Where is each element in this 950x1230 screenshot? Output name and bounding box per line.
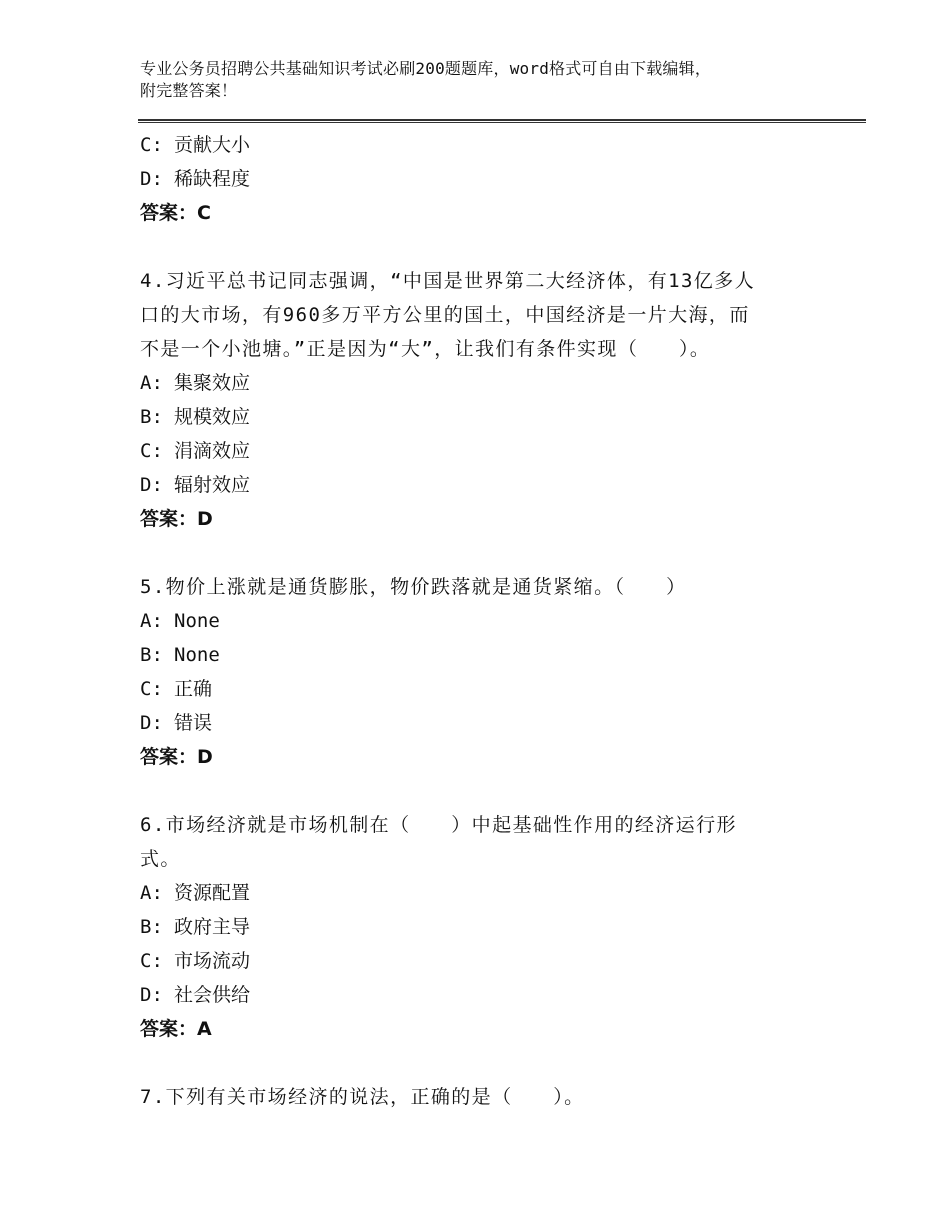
question-6 [140, 808, 820, 1046]
answer-line: 答案：D [140, 508, 213, 530]
spacer [140, 536, 820, 570]
option-text: 贡献大小 [174, 134, 251, 156]
header-title-line-1: 专业公务员招聘公共基础知识考试必刷200题题库，word格式可自由下载编辑， [140, 59, 712, 78]
question-stem-line: 5.物价上涨就是通货膨胀，物价跌落就是通货紧缩。（ ） [140, 576, 687, 598]
question-stem-line: 4.习近平总书记同志强调，“中国是世界第二大经济体，有13亿多人 [140, 270, 755, 292]
option-label: A: [140, 610, 163, 632]
option-text: 辐射效应 [174, 474, 251, 496]
option-text: 资源配置 [174, 882, 251, 904]
question-stem-line: 不是一个小池塘。”正是因为“大”，让我们有条件实现（ ）。 [140, 338, 711, 360]
option-a [140, 366, 820, 400]
option-text: 集聚效应 [174, 372, 251, 394]
question-content [140, 128, 820, 1114]
option-c [140, 944, 820, 978]
option-text: 正确 [174, 678, 213, 700]
option-d [140, 468, 820, 502]
question-5 [140, 570, 820, 774]
option-text: 市场流动 [174, 950, 251, 972]
option-b [140, 638, 820, 672]
option-text: 涓滴效应 [174, 440, 251, 462]
option-label: D: [140, 984, 163, 1006]
option-text: None [174, 610, 220, 632]
question-stem-line: 式。 [140, 848, 181, 870]
option-d [140, 162, 820, 196]
option-c [140, 672, 820, 706]
option-b [140, 910, 820, 944]
header-title-line-2: 附完整答案！ [140, 81, 238, 100]
option-label: B: [140, 406, 163, 428]
option-label: B: [140, 644, 163, 666]
option-text: 稀缺程度 [174, 168, 251, 190]
option-label: D: [140, 712, 163, 734]
question-stem-line: 6.市场经济就是市场机制在（ ）中起基础性作用的经济运行形 [140, 814, 737, 836]
question-4 [140, 264, 820, 536]
page-header [140, 58, 830, 102]
option-label: C: [140, 440, 163, 462]
option-b [140, 400, 820, 434]
option-label: C: [140, 134, 163, 156]
answer-line: 答案：D [140, 746, 213, 768]
option-label: B: [140, 916, 163, 938]
option-a [140, 604, 820, 638]
option-label: D: [140, 474, 163, 496]
answer-line: 答案：C [140, 202, 211, 224]
option-label: A: [140, 372, 163, 394]
option-label: D: [140, 168, 163, 190]
option-text: 政府主导 [174, 916, 251, 938]
prev-question-block [140, 128, 820, 230]
option-label: C: [140, 678, 163, 700]
question-7 [140, 1080, 820, 1114]
option-c [140, 434, 820, 468]
spacer [140, 774, 820, 808]
header-divider [138, 119, 866, 123]
question-stem-line: 7.下列有关市场经济的说法，正确的是（ ）。 [140, 1086, 585, 1108]
option-d [140, 706, 820, 740]
spacer [140, 230, 820, 264]
option-text: None [174, 644, 220, 666]
option-text: 社会供给 [174, 984, 251, 1006]
option-text: 规模效应 [174, 406, 251, 428]
option-a [140, 876, 820, 910]
answer-line: 答案：A [140, 1018, 212, 1040]
question-stem-line: 口的大市场，有960多万平方公里的国土，中国经济是一片大海，而 [140, 304, 750, 326]
option-d [140, 978, 820, 1012]
option-text: 错误 [174, 712, 213, 734]
option-c [140, 128, 820, 162]
spacer [140, 1046, 820, 1080]
option-label: C: [140, 950, 163, 972]
option-label: A: [140, 882, 163, 904]
